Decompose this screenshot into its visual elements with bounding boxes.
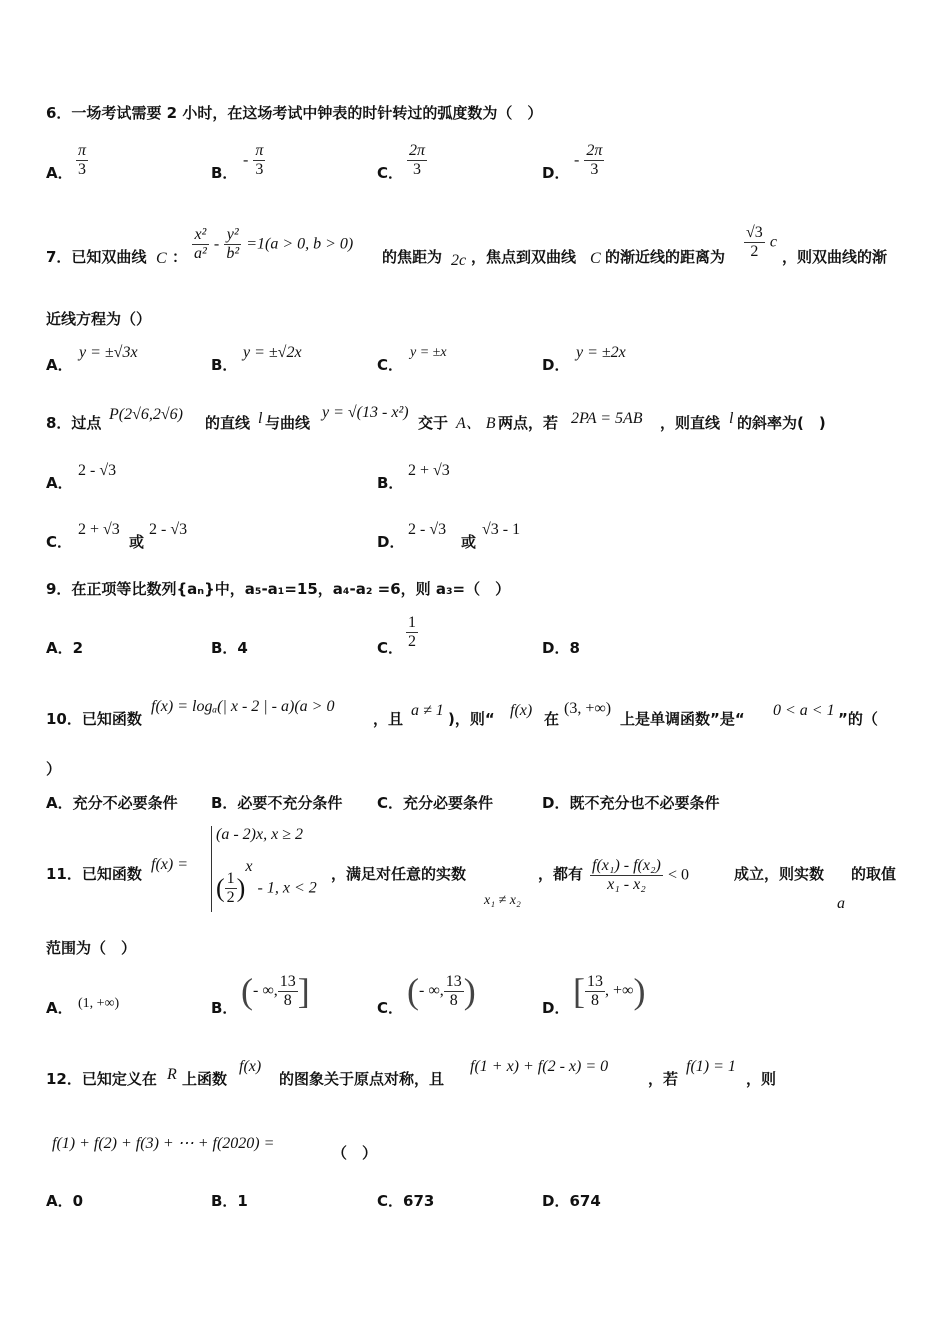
q10-option-c: C．充分必要条件 bbox=[377, 794, 494, 812]
q12-text-3: ，若 bbox=[648, 1070, 679, 1088]
q11-condition: x₁ ≠ x₂ bbox=[484, 893, 521, 908]
q8-option-c-expr2: 2 - √3 bbox=[149, 521, 188, 538]
q7-option-a-expr: y = ±√3x bbox=[79, 344, 138, 361]
q8-option-b-expr: 2 + √3 bbox=[408, 462, 450, 479]
q10-interval: (3, +∞) bbox=[564, 700, 612, 717]
q10-text-5: ”的（ bbox=[838, 710, 878, 728]
q6-option-b-expr: - $\frac{\pi}{3}$ bbox=[243, 142, 264, 178]
q7-line2: 近线方程为（） bbox=[46, 310, 152, 328]
q11-text-2: ，都有 bbox=[538, 865, 584, 883]
q10-text-4: 上是单调函数”是“ bbox=[620, 710, 745, 728]
q10-text-1: ，且 bbox=[373, 710, 404, 728]
q12-text-4: ，则 bbox=[746, 1070, 777, 1088]
q10-text-2: )，则“ bbox=[448, 710, 495, 728]
q12-condition: f(1 + x) + f(2 - x) = 0 bbox=[470, 1058, 609, 1075]
q8-option-b-label: B． bbox=[377, 474, 404, 492]
q7-focal-length: 2c bbox=[451, 252, 467, 269]
q8-condition: 2PA = 5AB bbox=[571, 410, 643, 427]
q7-text-3: 的渐近线的距离为 bbox=[605, 248, 726, 266]
q8-option-a-label: A． bbox=[46, 474, 73, 492]
q12-option-b: B．1 bbox=[211, 1192, 248, 1210]
q12-f1: f(1) = 1 bbox=[686, 1058, 736, 1075]
q11-option-c-expr: (- ∞, $\frac{13}{8}$ ) bbox=[407, 971, 476, 1011]
q6-option-c-label: C． bbox=[377, 164, 404, 182]
q12-text-1: 上函数 bbox=[182, 1070, 228, 1088]
q8-point-p: P(2√6,2√6) bbox=[109, 406, 183, 423]
q7-hyperbola-equation: $\frac{\text{x²}}{\text{a²}}$ - $\frac{\text{y²}}{\text{b²}}$ =1(a > 0, b > 0) bbox=[194, 226, 354, 262]
q10-prefix: 10．已知函数 bbox=[46, 710, 142, 728]
q9-stem: 9．在正项等比数列{aₙ}中，a₅-a₁=15，a₄-a₂ =6，则 a₃=（ ） bbox=[46, 580, 511, 598]
q6-option-c-expr: $\frac{2\pi}{3}$ bbox=[409, 142, 426, 178]
q11-option-b-label: B． bbox=[211, 999, 238, 1017]
q8-points-ab: A、 B bbox=[456, 415, 496, 432]
q8-text-3: 交于 bbox=[418, 414, 449, 432]
q11-option-a-expr: (1, +∞) bbox=[78, 996, 120, 1011]
q7-text-1: 的焦距为 bbox=[382, 248, 443, 266]
q12-text-2: 的图象关于原点对称，且 bbox=[279, 1070, 445, 1088]
q9-option-a: A．2 bbox=[46, 639, 84, 657]
q12-fx: f(x) bbox=[239, 1058, 262, 1075]
q10-line2: ） bbox=[46, 760, 62, 778]
q6-option-d-expr: - $\frac{2\pi}{3}$ bbox=[574, 142, 603, 178]
q8-text-2: 与曲线 bbox=[265, 414, 311, 432]
q6-stem: 6．一场考试需要 2 小时，在这场考试中钟表的时针转过的弧度数为（ ） bbox=[46, 104, 543, 122]
q10-range: 0 < a < 1 bbox=[773, 702, 835, 719]
q8-curve: y = √(13 - x²) bbox=[322, 404, 409, 421]
q9-option-b: B．4 bbox=[211, 639, 248, 657]
q12-option-c: C．673 bbox=[377, 1192, 435, 1210]
q8-line-l: l bbox=[258, 410, 263, 427]
q12-option-a: A．0 bbox=[46, 1192, 84, 1210]
q10-option-a: A．充分不必要条件 bbox=[46, 794, 178, 812]
q12-sum: f(1) + f(2) + f(3) + ⋯ + f(2020) = bbox=[52, 1135, 275, 1152]
q11-option-d-label: D． bbox=[542, 999, 570, 1017]
q9-option-c-expr: $\frac{1}{2}$ bbox=[408, 614, 416, 650]
q7-text-4: ，则双曲线的渐 bbox=[782, 248, 888, 266]
q11-case-2: ( $\frac{1}{2}$ )$^x$ - 1, x < 2 bbox=[216, 858, 317, 906]
q7-option-c-expr: y = ±x bbox=[410, 345, 447, 360]
q12-prefix: 12．已知定义在 bbox=[46, 1070, 157, 1088]
q8-option-c-expr: 2 + √3 bbox=[78, 521, 120, 538]
q11-option-d-expr: [ $\frac{13}{8}$ , +∞) bbox=[573, 971, 646, 1011]
q8-option-d-or: 或 bbox=[461, 533, 477, 551]
q8-text-5: ，则直线 bbox=[660, 414, 721, 432]
q6-option-b-label: B． bbox=[211, 164, 238, 182]
q6-option-a-expr: $\frac{\pi}{3}$ bbox=[78, 142, 87, 178]
q7-prefix: 7．已知双曲线 bbox=[46, 248, 147, 266]
q11-text-3: 成立，则实数 bbox=[734, 865, 825, 883]
q11-brace bbox=[211, 826, 212, 912]
q11-text-1: ，满足对任意的实数 bbox=[331, 865, 467, 883]
q12-blank: （ ） bbox=[332, 1144, 378, 1162]
q9-option-c-label: C． bbox=[377, 639, 404, 657]
q8-prefix: 8．过点 bbox=[46, 414, 102, 432]
q8-option-d-label: D． bbox=[377, 533, 405, 551]
q10-condition: a ≠ 1 bbox=[411, 702, 444, 719]
q8-text-4: 两点，若 bbox=[498, 414, 559, 432]
q11-case-1: (a - 2)x, x ≥ 2 bbox=[216, 826, 303, 843]
q7-distance-expr: $\frac{√3}{2}$ c bbox=[746, 224, 777, 260]
q11-fx: f(x) = bbox=[151, 856, 188, 873]
q11-var-a: a bbox=[837, 895, 845, 912]
q11-prefix: 11．已知函数 bbox=[46, 865, 142, 883]
q11-option-c-label: C． bbox=[377, 999, 404, 1017]
q7-text-2: ，焦点到双曲线 bbox=[471, 248, 577, 266]
q7-option-a-label: A． bbox=[46, 356, 73, 374]
q8-text-6: 的斜率为( ) bbox=[737, 414, 826, 432]
q10-option-d: D．既不充分也不必要条件 bbox=[542, 794, 720, 812]
q12-r: R bbox=[167, 1066, 177, 1083]
q7-curve-c-2: C bbox=[590, 250, 601, 267]
q11-option-b-expr: (- ∞, $\frac{13}{8}$ ] bbox=[241, 971, 310, 1011]
q9-option-d: D．8 bbox=[542, 639, 580, 657]
q8-text-1: 的直线 bbox=[205, 414, 251, 432]
q8-option-d-expr: 2 - √3 bbox=[408, 521, 447, 538]
q10-option-b: B．必要不充分条件 bbox=[211, 794, 343, 812]
q10-fx: f(x) bbox=[510, 702, 533, 719]
q7-colon: ： bbox=[172, 248, 188, 266]
q7-option-c-label: C． bbox=[377, 356, 404, 374]
q8-option-c-or: 或 bbox=[129, 533, 145, 551]
q11-line2: 范围为（ ） bbox=[46, 939, 137, 957]
q11-option-a-label: A． bbox=[46, 999, 73, 1017]
q10-function: f(x) = logₐ(| x - 2 | - a)(a > 0 bbox=[151, 698, 335, 715]
q7-option-d-label: D． bbox=[542, 356, 570, 374]
q11-inequality: $\frac{\text{f(x₁) - f(x₂)}}{\text{x₁ - x₂}}$ < 0 bbox=[592, 857, 689, 893]
q6-option-d-label: D． bbox=[542, 164, 570, 182]
q6-option-a-label: A． bbox=[46, 164, 73, 182]
q8-option-c-label: C． bbox=[46, 533, 73, 551]
q7-curve-c: C bbox=[156, 250, 167, 267]
q10-text-3: 在 bbox=[544, 710, 560, 728]
q11-text-4: 的取值 bbox=[851, 865, 897, 883]
q8-line-l-2: l bbox=[729, 410, 734, 427]
q12-option-d: D．674 bbox=[542, 1192, 601, 1210]
q7-option-b-expr: y = ±√2x bbox=[243, 344, 302, 361]
q8-option-d-expr2: √3 - 1 bbox=[482, 521, 521, 538]
q8-option-a-expr: 2 - √3 bbox=[78, 462, 117, 479]
q7-option-b-label: B． bbox=[211, 356, 238, 374]
q7-option-d-expr: y = ±2x bbox=[576, 344, 626, 361]
